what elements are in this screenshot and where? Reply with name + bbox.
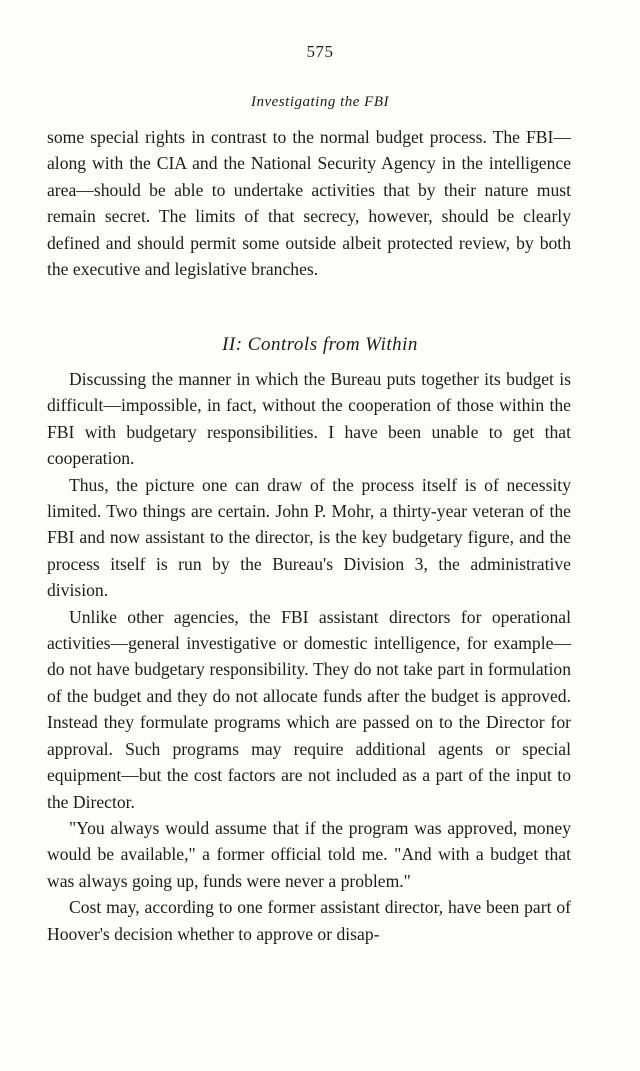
paragraph: Thus, the picture one can draw of the process itself is of necessity limited. Two things are certain. John P. Mohr, a thirty-year veteran of the FBI and now assistant to the director, is the key budgetary figure, and the process itself is run by the Bureau's Division 3, the administrative division. — [47, 474, 571, 601]
section-heading: II: Controls from Within — [222, 334, 418, 355]
section-body — [47, 366, 571, 947]
continued-text-block — [47, 124, 571, 282]
paragraph: Unlike other agencies, the FBI assistant directors for operational activities—general investigative or domestic intelligence, for example—do not have budgetary responsibility. They do not take part in formulation of the budget and they do not allocate funds after the budget is approved. Instead they formulate programs which are passed on to the Director for approval. Such programs may require additional agents or special equipment—but the cost factors are not included as a part of the input to the Director. — [47, 606, 571, 812]
continued-paragraph: some special rights in contrast to the normal budget process. The FBI—along with the CIA and the National Security Agency in the intelligence area—should be able to undertake activities that by their nature must remain secret. The limits of that secrecy, however, should be clearly defined and should permit some outside albeit protected review, by both the executive and legislative branches. — [47, 127, 571, 280]
running-head: Investigating the FBI — [251, 94, 389, 110]
page-number: 575 — [306, 42, 334, 61]
paragraph: "You always would assume that if the program was approved, money would be available," a former official told me. "And with a budget that was always going up, funds were never a problem." — [47, 817, 571, 891]
paragraph: Cost may, according to one former assistant director, have been part of Hoover's decision whether to approve or disap- — [47, 897, 571, 944]
paragraph: Discussing the manner in which the Bureau puts together its budget is difficult—impossible, in fact, without the cooperation of those within the FBI with budgetary responsibilities. I have been unable to get that cooperation. — [47, 369, 571, 469]
